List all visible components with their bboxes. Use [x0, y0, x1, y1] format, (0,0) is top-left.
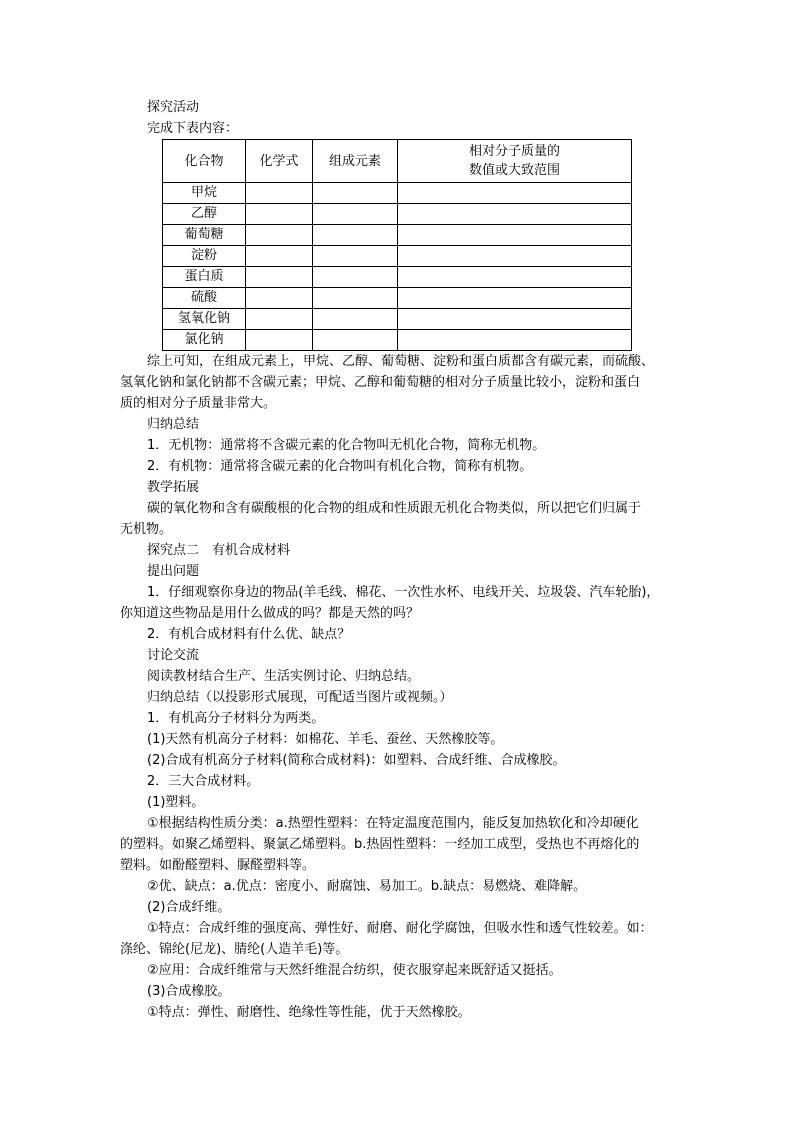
fiber-b: ②应用：合成纤维常与天然纤维混合纺织，使衣服穿起来既舒适又挺括。	[147, 963, 562, 978]
empty-cell	[246, 183, 313, 204]
summary-line-2: 氢氧化钠和氯化钠都不含碳元素；甲烷、乙醇和葡萄糖的相对分子质量比较小，淀粉和蛋白	[120, 375, 641, 390]
plastic-a-line-1: ①根据结构性质分类：a.热塑性塑料：在特定温度范围内，能反复加热软化和冷却硬化	[147, 816, 639, 831]
induction-item-1: 1．无机物：通常将不含碳元素的化合物叫无机化合物，简称无机物。	[147, 438, 546, 453]
plastic-b: ②优、缺点：a.优点：密度小、耐腐蚀、易加工。b.缺点：易燃烧、难降解。	[147, 879, 587, 894]
compound-cell: 甲烷	[163, 183, 246, 204]
empty-cell	[313, 183, 398, 204]
table-row	[163, 204, 632, 225]
header-molecular-mass-line1: 相对分子质量的	[468, 144, 560, 159]
fiber-a-line-1: ①特点：合成纤维的强度高、弹性好、耐磨、耐化学腐蚀，但吸水性和透气性较差。如：	[147, 921, 653, 936]
table-row	[163, 246, 632, 267]
compound-table	[162, 139, 632, 351]
header-elements: 组成元素	[313, 140, 398, 183]
empty-cell	[398, 246, 632, 267]
table-row	[163, 225, 632, 246]
summary-item-2: 2．三大合成材料。	[147, 774, 260, 789]
summary-item-1b: (2)合成有机高分子材料(简称合成材料)：如塑料、合成纤维、合成橡胶。	[147, 753, 566, 768]
plastic-title: (1)塑料。	[147, 795, 205, 810]
discuss-text: 阅读教材结合生产、生活实例讨论、归纳总结。	[147, 669, 421, 684]
empty-cell	[313, 309, 398, 330]
question-1-line-2: 你知道这些物品是用什么做成的吗？都是天然的吗？	[120, 606, 420, 621]
rubber-a: ①特点：弹性、耐磨性、绝缘性等性能，优于天然橡胶。	[147, 1005, 471, 1020]
empty-cell	[398, 267, 632, 288]
induction-item-2: 2．有机物：通常将含碳元素的化合物叫有机化合物，简称有机物。	[147, 459, 533, 474]
compound-cell: 蛋白质	[163, 267, 246, 288]
empty-cell	[246, 288, 313, 309]
empty-cell	[313, 267, 398, 288]
question-1-line-1: 1．仔细观察你身边的物品(羊毛线、棉花、一次性水杯、电线开关、垃圾袋、汽车轮胎)，	[147, 585, 660, 600]
rubber-title: (3)合成橡胶。	[147, 984, 231, 999]
header-compound: 化合物	[163, 140, 246, 183]
question-2: 2．有机合成材料有什么优、缺点？	[147, 627, 351, 642]
empty-cell	[246, 267, 313, 288]
empty-cell	[398, 183, 632, 204]
empty-cell	[246, 330, 313, 351]
table-header-row	[163, 140, 632, 183]
empty-cell	[246, 309, 313, 330]
summary-item-1: 1．有机高分子材料分为两类。	[147, 711, 325, 726]
table-row	[163, 330, 632, 351]
empty-cell	[246, 246, 313, 267]
summary-title: 归纳总结（以投影形式展现，可配适当图片或视频。）	[147, 690, 453, 705]
plastic-a-line-3: 塑料。如酚醛塑料、脲醛塑料等。	[120, 858, 316, 873]
table-row	[163, 309, 632, 330]
empty-cell	[398, 204, 632, 225]
extension-line-1: 碳的氧化物和含有碳酸根的化合物的组成和性质跟无机化合物类似，所以把它们归属于	[147, 501, 642, 516]
empty-cell	[398, 309, 632, 330]
header-molecular-mass-line2: 数值或大致范围	[468, 163, 560, 178]
table-row	[163, 288, 632, 309]
empty-cell	[398, 288, 632, 309]
compound-cell: 氢氧化钠	[163, 309, 246, 330]
compound-cell: 淀粉	[163, 246, 246, 267]
document-page	[120, 97, 692, 1023]
fiber-title: (2)合成纤维。	[147, 900, 231, 915]
header-formula: 化学式	[246, 140, 313, 183]
compound-cell: 乙醇	[163, 204, 246, 225]
empty-cell	[313, 330, 398, 351]
empty-cell	[313, 246, 398, 267]
extension-title: 教学拓展	[147, 480, 200, 495]
table-row	[163, 183, 632, 204]
compound-cell: 硫酸	[163, 288, 246, 309]
compound-cell: 葡萄糖	[163, 225, 246, 246]
extension-line-2: 无机物。	[120, 522, 173, 537]
empty-cell	[313, 204, 398, 225]
empty-cell	[398, 330, 632, 351]
discuss-title: 讨论交流	[147, 648, 200, 663]
table-row	[163, 267, 632, 288]
header-molecular-mass	[398, 140, 632, 183]
compound-cell: 氯化钠	[163, 330, 246, 351]
empty-cell	[246, 225, 313, 246]
empty-cell	[313, 288, 398, 309]
empty-cell	[246, 204, 313, 225]
point2-title: 探究点二 有机合成材料	[147, 543, 291, 558]
empty-cell	[313, 225, 398, 246]
summary-line-1: 综上可知，在组成元素上，甲烷、乙醇、葡萄糖、淀粉和蛋白质都含有碳元素，而硫酸、	[147, 354, 655, 369]
summary-line-3: 质的相对分子质量非常大。	[120, 396, 277, 411]
empty-cell	[398, 225, 632, 246]
table-intro: 完成下表内容：	[147, 121, 239, 136]
section-title: 探究活动	[147, 100, 200, 115]
induction-title: 归纳总结	[147, 417, 200, 432]
summary-item-1a: (1)天然有机高分子材料：如棉花、羊毛、蚕丝、天然橡胶等。	[147, 732, 504, 747]
question-title: 提出问题	[147, 564, 200, 579]
fiber-a-line-2: 涤纶、锦纶(尼龙)、腈纶(人造羊毛)等。	[120, 942, 349, 957]
plastic-a-line-2: 的塑料。如聚乙烯塑料、聚氯乙烯塑料。b.热固性塑料：一经加工成型，受热也不再熔化的	[120, 837, 640, 852]
